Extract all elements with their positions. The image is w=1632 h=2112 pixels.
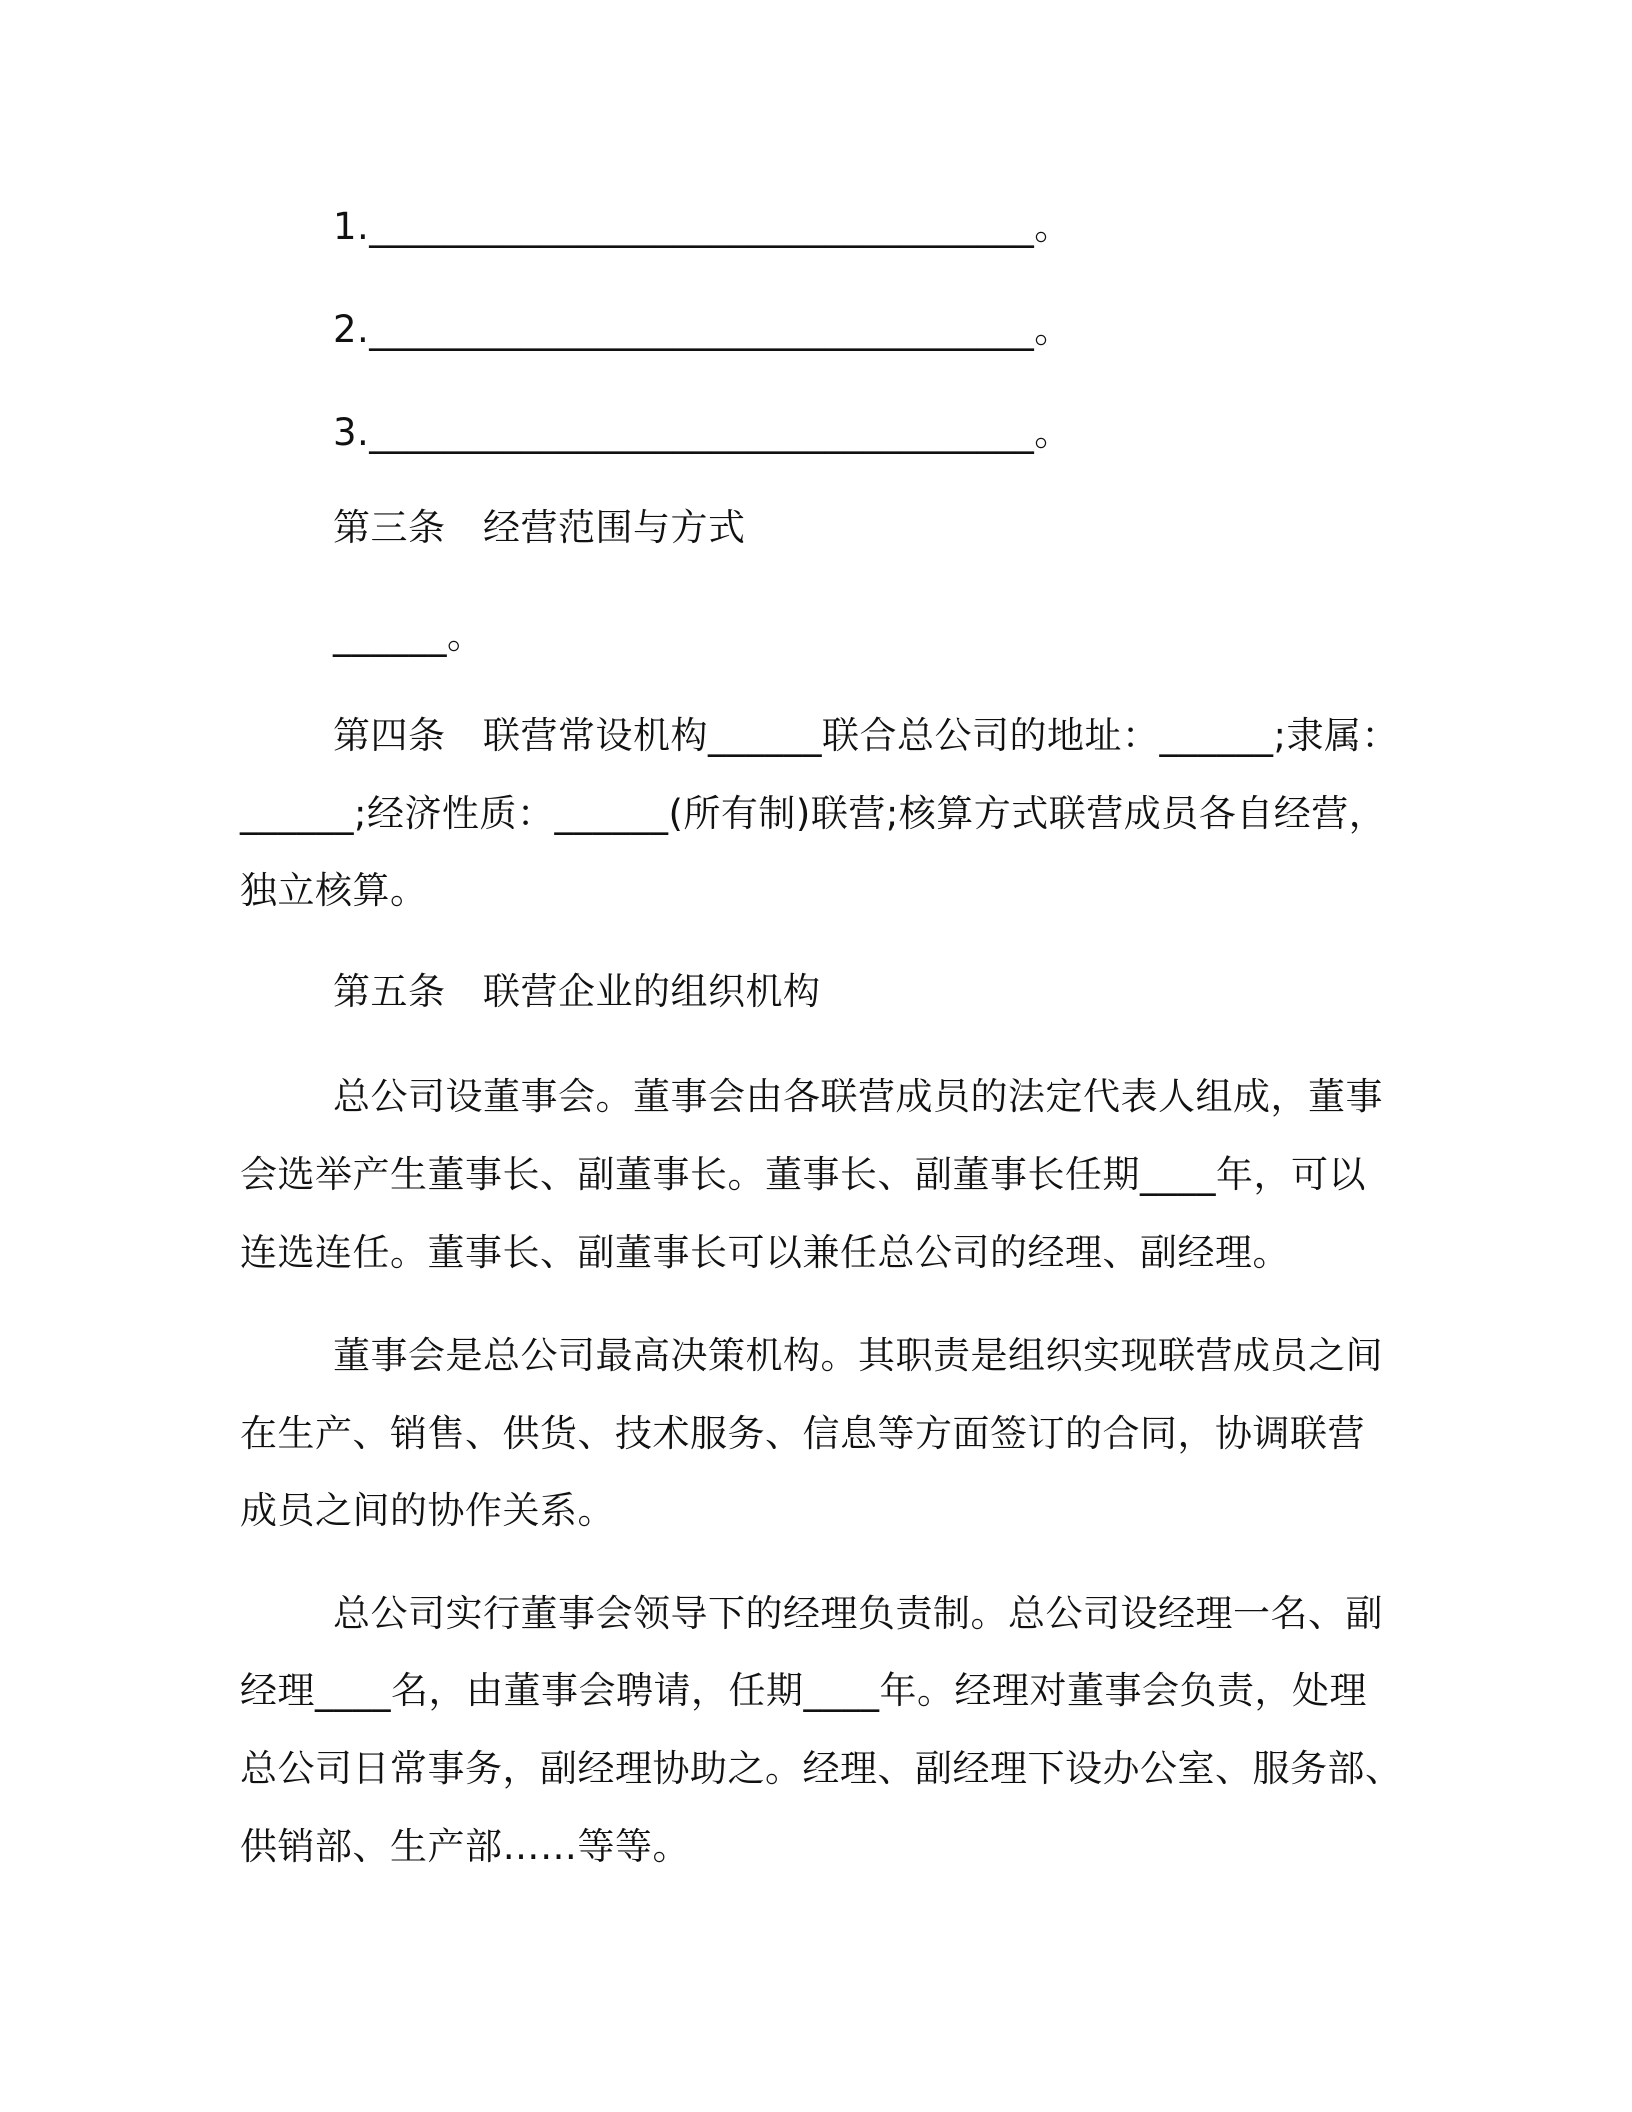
article-5-para-3-line-2: 经理____名，由董事会聘请，任期____年。经理对董事会负责，处理 (240, 1669, 1367, 1712)
article-4-line-1: 第四条 联营常设机构______联合总公司的地址：______;隶属： (333, 714, 1399, 757)
article-5-para-1-line-2: 会选举产生董事长、副董事长。董事长、副董事长任期____年，可以 (240, 1153, 1366, 1196)
list-item-3: 3.___________________________________。 (333, 411, 1072, 454)
article-3-content: ______。 (333, 614, 485, 657)
article-4-line-3: 独立核算。 (240, 869, 428, 912)
list-item-2: 2.___________________________________。 (333, 308, 1072, 351)
article-5-para-2-line-1: 董事会是总公司最高决策机构。其职责是组织实现联营成员之间 (333, 1334, 1383, 1377)
article-5-heading: 第五条 联营企业的组织机构 (333, 970, 821, 1013)
article-5-para-1-line-1: 总公司设董事会。董事会由各联营成员的法定代表人组成，董事 (333, 1075, 1383, 1118)
article-5-para-1-line-3: 连选连任。董事长、副董事长可以兼任总公司的经理、副经理。 (240, 1231, 1290, 1274)
article-5-para-3-line-3: 总公司日常事务，副经理协助之。经理、副经理下设办公室、服务部、 (240, 1747, 1403, 1790)
article-4-line-2: ______;经济性质：______(所有制)联营;核算方式联营成员各自经营， (240, 792, 1387, 835)
article-5-para-3-line-4: 供销部、生产部……等等。 (240, 1825, 690, 1868)
article-5-para-3-line-1: 总公司实行董事会领导下的经理负责制。总公司设经理一名、副 (333, 1592, 1383, 1635)
article-3-heading: 第三条 经营范围与方式 (333, 506, 746, 549)
list-item-1: 1.___________________________________。 (333, 205, 1072, 248)
article-5-para-2-line-3: 成员之间的协作关系。 (240, 1489, 615, 1532)
article-5-para-2-line-2: 在生产、销售、供货、技术服务、信息等方面签订的合同，协调联营 (240, 1412, 1365, 1455)
